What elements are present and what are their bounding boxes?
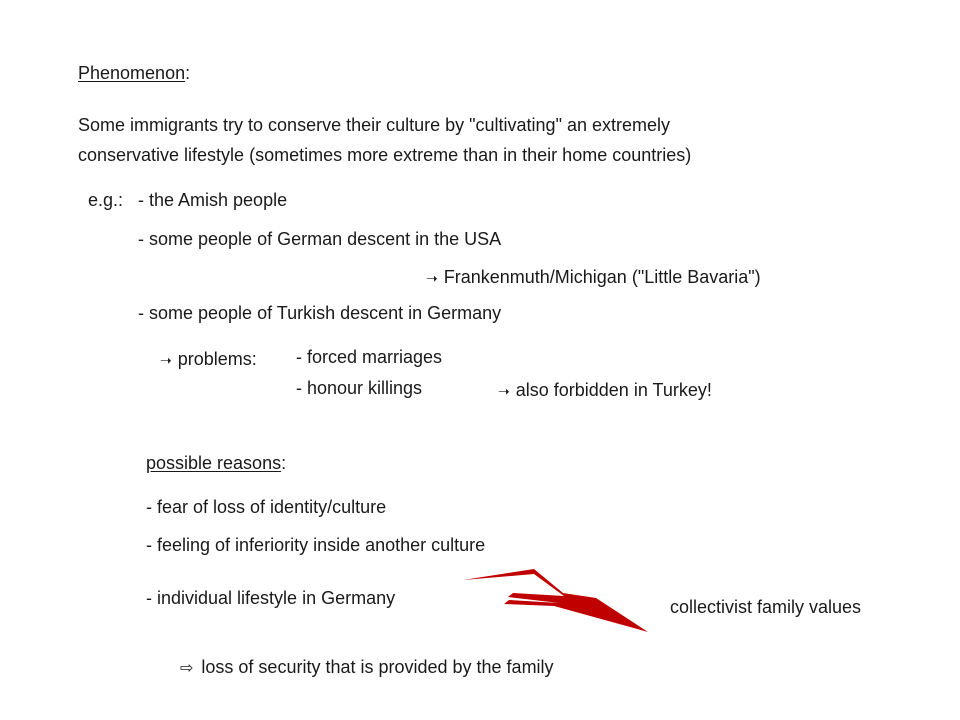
phenomenon-heading-text: Phenomenon xyxy=(78,63,186,83)
example-german: - some people of German descent in the USA xyxy=(138,229,502,249)
intro-line-2: conservative lifestyle (sometimes more extreme than in their home countries) xyxy=(78,145,692,165)
problem-forced-marriages: - forced marriages xyxy=(296,347,443,367)
phenomenon-heading xyxy=(78,62,190,84)
lightning-bolt-icon xyxy=(460,566,656,636)
collectivist-values: collectivist family values xyxy=(670,597,862,617)
right-arrow-icon: ➝ xyxy=(498,383,510,399)
conclusion-text: loss of security that is provided by the family xyxy=(201,657,554,677)
problems-note-text: also forbidden in Turkey! xyxy=(515,380,712,400)
reasons-heading-colon: : xyxy=(281,453,287,473)
right-arrow-icon: ➝ xyxy=(426,270,438,286)
frankenmuth-text: Frankenmuth/Michigan ("Little Bavaria") xyxy=(443,267,761,287)
example-frankenmuth xyxy=(426,266,761,289)
eg-label: e.g.: xyxy=(88,190,124,210)
reason-inferiority: - feeling of inferiority inside another culture xyxy=(146,535,486,555)
example-amish: - the Amish people xyxy=(138,190,288,210)
problem-honour-killings: - honour killings xyxy=(296,378,423,398)
conclusion xyxy=(180,656,554,680)
problems-note xyxy=(498,379,712,402)
example-turkish: - some people of Turkish descent in Germany xyxy=(138,303,502,323)
problems-label xyxy=(160,348,257,371)
reasons-heading xyxy=(146,452,286,474)
phenomenon-heading-colon: : xyxy=(185,63,191,83)
problems-label-text: problems: xyxy=(177,349,257,369)
reason-individual-lifestyle: - individual lifestyle in Germany xyxy=(146,588,396,608)
right-arrow-icon: ➝ xyxy=(160,352,172,368)
reasons-heading-text: possible reasons xyxy=(146,453,282,473)
hollow-right-arrow-icon: ⇨ xyxy=(180,660,194,677)
lightning-bolt-shape xyxy=(463,569,648,632)
intro-line-1: Some immigrants try to conserve their culture by "cultivating" an extremely xyxy=(78,115,671,135)
reason-identity: - fear of loss of identity/culture xyxy=(146,497,387,517)
